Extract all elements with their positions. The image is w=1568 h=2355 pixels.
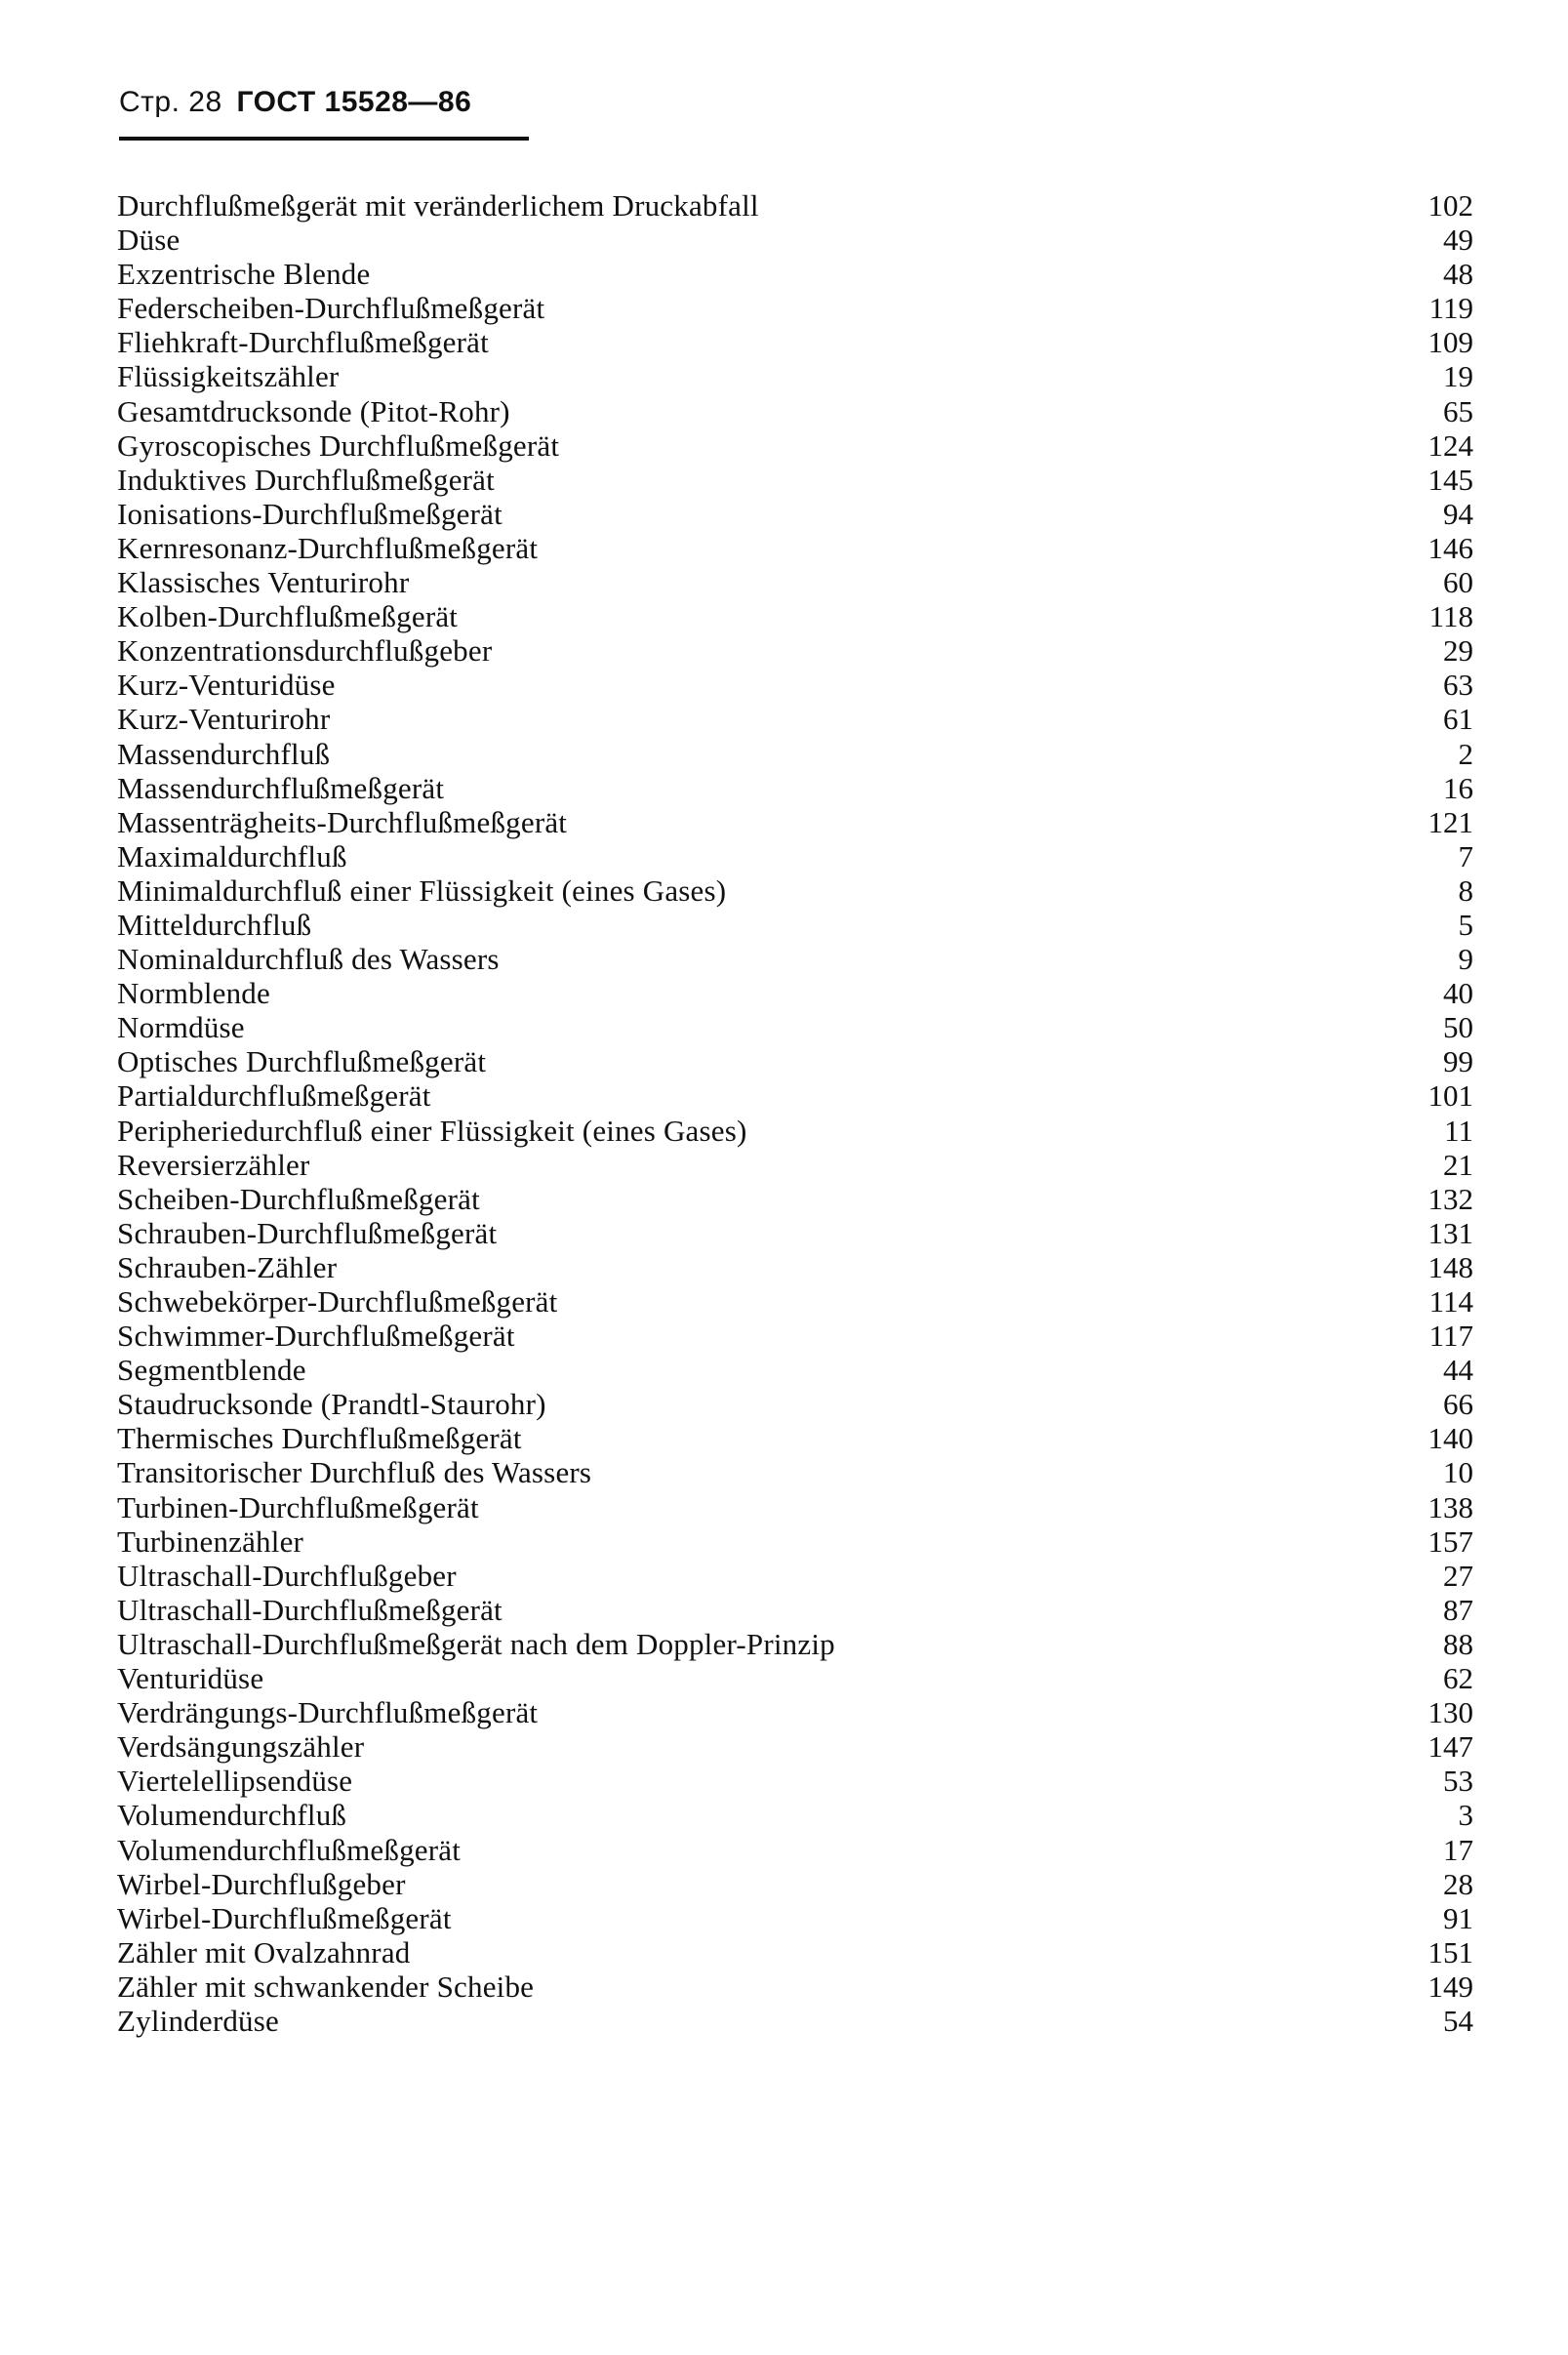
index-term-number: 94 (1443, 496, 1473, 531)
index-term-number: 151 (1427, 1934, 1473, 1969)
index-term-number: 147 (1427, 1729, 1473, 1765)
index-term-number: 27 (1443, 1558, 1473, 1593)
index-entry (117, 565, 1473, 599)
index-term: Schrauben-Durchflußmeßgerät (117, 1215, 498, 1250)
index-entry (117, 702, 1473, 736)
index-term: Mitteldurchfluß (117, 907, 312, 942)
index-term: Transitorischer Durchfluß des Wassers (117, 1455, 592, 1490)
index-entry (117, 1729, 1473, 1764)
index-term-number: 17 (1443, 1832, 1473, 1867)
index-term: Segmentblende (117, 1353, 306, 1388)
index-entry (117, 1078, 1473, 1113)
index-term-number: 101 (1427, 1078, 1473, 1114)
index-entry (117, 1148, 1473, 1182)
index-term-number: 28 (1443, 1866, 1473, 1901)
index-term-number: 60 (1443, 565, 1473, 600)
index-term: Normblende (117, 976, 270, 1011)
index-term-number: 121 (1427, 804, 1473, 839)
index-entry (117, 1935, 1473, 1969)
index-entry (117, 1593, 1473, 1627)
index-term-number: 131 (1427, 1215, 1473, 1250)
index-entry (117, 1490, 1473, 1524)
index-term: Gyroscopisches Durchflußmeßgerät (117, 427, 560, 463)
index-entry (117, 1559, 1473, 1593)
index-term: Schwimmer-Durchflußmeßgerät (117, 1319, 515, 1354)
index-term: Kernresonanz-Durchflußmeßgerät (117, 530, 539, 565)
index-term: Turbinenzähler (117, 1523, 304, 1559)
index-entry (117, 428, 1473, 463)
page-header (119, 86, 471, 119)
index-term-number: 91 (1443, 1900, 1473, 1935)
index-entry (117, 1010, 1473, 1044)
index-term: Federscheiben-Durchflußmeßgerät (117, 291, 545, 326)
index-entry (117, 1969, 1473, 2004)
index-term-number: 119 (1428, 291, 1473, 326)
index-term: Kurz-Venturirohr (117, 702, 331, 737)
index-term-number: 9 (1458, 942, 1473, 977)
index-term-number: 148 (1427, 1249, 1473, 1284)
index-term: Scheiben-Durchflußmeßgerät (117, 1181, 480, 1216)
standard-designation: ГОСТ 15528—86 (236, 86, 472, 118)
index-term: Massenträgheits-Durchflußmeßgerät (117, 804, 568, 839)
index-entry (117, 2004, 1473, 2038)
index-term-number: 61 (1443, 702, 1473, 737)
index-term: Ultraschall-Durchflußmeßgerät nach dem Doppler-Prinzip (117, 1626, 835, 1661)
index-term-number: 21 (1443, 1147, 1473, 1182)
index-term: Minimaldurchfluß einer Flüssigkeit (eines Gases) (117, 873, 727, 908)
index-term: Nominaldurchfluß des Wassers (117, 942, 500, 977)
index-term: Gesamtdrucksonde (Pitot-Rohr) (117, 393, 510, 428)
index-term: Volumendurchflußmeßgerät (117, 1832, 462, 1867)
index-term: Wirbel-Durchflußmeßgerät (117, 1900, 452, 1935)
index-term-number: 44 (1443, 1353, 1473, 1388)
index-term-number: 87 (1443, 1592, 1473, 1627)
index-term: Wirbel-Durchflußgeber (117, 1866, 406, 1901)
index-entry (117, 805, 1473, 839)
index-term: Zähler mit schwankender Scheibe (117, 1969, 535, 2004)
index-term: Volumendurchfluß (117, 1798, 347, 1833)
index-entry (117, 1387, 1473, 1421)
index-term: Verdrängungs-Durchflußmeßgerät (117, 1695, 539, 1730)
index-entry (117, 1833, 1473, 1867)
index-term: Reversierzähler (117, 1147, 310, 1182)
index-entry (117, 497, 1473, 531)
index-entry (117, 531, 1473, 565)
index-entry (117, 1901, 1473, 1935)
index-entry (117, 394, 1473, 428)
index-term: Ultraschall-Durchflußgeber (117, 1558, 457, 1593)
index-entry (117, 1353, 1473, 1387)
index-entry (117, 1216, 1473, 1250)
index-entry (117, 1250, 1473, 1284)
index-term-number: 102 (1427, 188, 1473, 223)
index-term: Peripheriedurchfluß einer Flüssigkeit (eines Gases) (117, 1113, 747, 1148)
index-term-number: 63 (1443, 668, 1473, 703)
index-entry (117, 771, 1473, 805)
index-entry (117, 257, 1473, 291)
index-entry (117, 359, 1473, 393)
index-entry (117, 942, 1473, 976)
index-entry (117, 1455, 1473, 1489)
index-entry (117, 599, 1473, 633)
index-term-number: 5 (1458, 907, 1473, 942)
index-term-number: 149 (1427, 1969, 1473, 2004)
index-term-number: 10 (1443, 1455, 1473, 1490)
index-entry (117, 633, 1473, 668)
index-term: Konzentrationsdurchflußgeber (117, 633, 493, 669)
index-term: Massendurchfluß (117, 736, 331, 771)
index-term: Fliehkraft-Durchflußmeßgerät (117, 325, 489, 360)
index-entry (117, 1182, 1473, 1216)
index-term-number: 124 (1427, 427, 1473, 463)
index-term-number: 66 (1443, 1387, 1473, 1422)
index-term: Ionisations-Durchflußmeßgerät (117, 496, 503, 531)
index-term: Klassisches Venturirohr (117, 565, 410, 600)
index-entry (117, 1695, 1473, 1729)
index-term-number: 11 (1444, 1113, 1473, 1148)
index-term-number: 62 (1443, 1661, 1473, 1696)
index-entry (117, 223, 1473, 257)
index-entry (117, 1867, 1473, 1901)
index-entry (117, 188, 1473, 223)
index-term-number: 19 (1443, 359, 1473, 394)
index-term-number: 49 (1443, 223, 1473, 258)
terms-index-list (117, 188, 1473, 2038)
index-entry (117, 668, 1473, 702)
index-term-number: 48 (1443, 257, 1473, 292)
page-number-label: Стр. 28 (119, 86, 222, 118)
index-entry (117, 1114, 1473, 1148)
index-term-number: 50 (1443, 1010, 1473, 1045)
index-term-number: 2 (1458, 736, 1473, 771)
index-term: Massendurchflußmeßgerät (117, 770, 445, 805)
index-entry (117, 839, 1473, 873)
index-term-number: 99 (1443, 1044, 1473, 1079)
index-term-number: 29 (1443, 633, 1473, 669)
index-term: Ultraschall-Durchflußmeßgerät (117, 1592, 503, 1627)
index-term-number: 117 (1428, 1319, 1473, 1354)
index-entry (117, 1044, 1473, 1078)
index-entry (117, 1421, 1473, 1455)
index-term: Düse (117, 223, 181, 258)
index-entry (117, 463, 1473, 497)
index-term: Flüssigkeitszähler (117, 359, 340, 394)
index-term-number: 157 (1427, 1523, 1473, 1559)
index-term-number: 132 (1427, 1181, 1473, 1216)
index-entry (117, 976, 1473, 1010)
index-term-number: 7 (1458, 838, 1473, 873)
index-entry (117, 291, 1473, 325)
index-term-number: 88 (1443, 1626, 1473, 1661)
index-term: Venturidüse (117, 1661, 264, 1696)
index-term: Turbinen-Durchflußmeßgerät (117, 1489, 479, 1524)
index-entry (117, 1661, 1473, 1695)
index-entry (117, 1798, 1473, 1832)
index-term: Zylinderdüse (117, 2003, 279, 2038)
index-term: Kurz-Venturidüse (117, 668, 336, 703)
index-term-number: 54 (1443, 2003, 1473, 2038)
header-rule (119, 137, 529, 141)
index-term-number: 145 (1427, 462, 1473, 497)
index-term-number: 8 (1458, 873, 1473, 908)
index-entry (117, 737, 1473, 771)
index-term: Normdüse (117, 1010, 245, 1045)
index-term-number: 130 (1427, 1695, 1473, 1730)
index-term-number: 118 (1428, 599, 1473, 634)
index-entry (117, 1627, 1473, 1661)
index-term: Schwebekörper-Durchflußmeßgerät (117, 1284, 558, 1319)
index-entry (117, 1319, 1473, 1353)
index-term-number: 3 (1458, 1798, 1473, 1833)
index-term-number: 65 (1443, 393, 1473, 428)
index-term-number: 146 (1427, 530, 1473, 565)
index-term: Maximaldurchfluß (117, 838, 347, 873)
index-term-number: 16 (1443, 770, 1473, 805)
index-term: Thermisches Durchflußmeßgerät (117, 1421, 522, 1456)
index-entry (117, 873, 1473, 908)
index-term: Kolben-Durchflußmeßgerät (117, 599, 459, 634)
index-entry (117, 1524, 1473, 1559)
index-term: Partialdurchflußmeßgerät (117, 1078, 431, 1114)
index-entry (117, 1764, 1473, 1798)
index-term: Verdsängungszähler (117, 1729, 365, 1765)
index-term: Staudrucksonde (Prandtl-Staurohr) (117, 1387, 546, 1422)
index-term-number: 138 (1427, 1489, 1473, 1524)
index-term: Schrauben-Zähler (117, 1249, 338, 1284)
index-term: Viertelellipsendüse (117, 1764, 353, 1799)
index-term: Exzentrische Blende (117, 257, 371, 292)
index-entry (117, 325, 1473, 359)
index-entry (117, 1284, 1473, 1319)
index-term-number: 114 (1428, 1284, 1473, 1319)
index-term: Optisches Durchflußmeßgerät (117, 1044, 487, 1079)
index-term: Zähler mit Ovalzahnrad (117, 1934, 411, 1969)
index-term-number: 109 (1427, 325, 1473, 360)
index-term: Induktives Durchflußmeßgerät (117, 462, 495, 497)
index-term: Durchflußmeßgerät mit veränderlichem Druckabfall (117, 188, 759, 223)
index-term-number: 140 (1427, 1421, 1473, 1456)
index-term-number: 53 (1443, 1764, 1473, 1799)
index-entry (117, 908, 1473, 942)
index-term-number: 40 (1443, 976, 1473, 1011)
